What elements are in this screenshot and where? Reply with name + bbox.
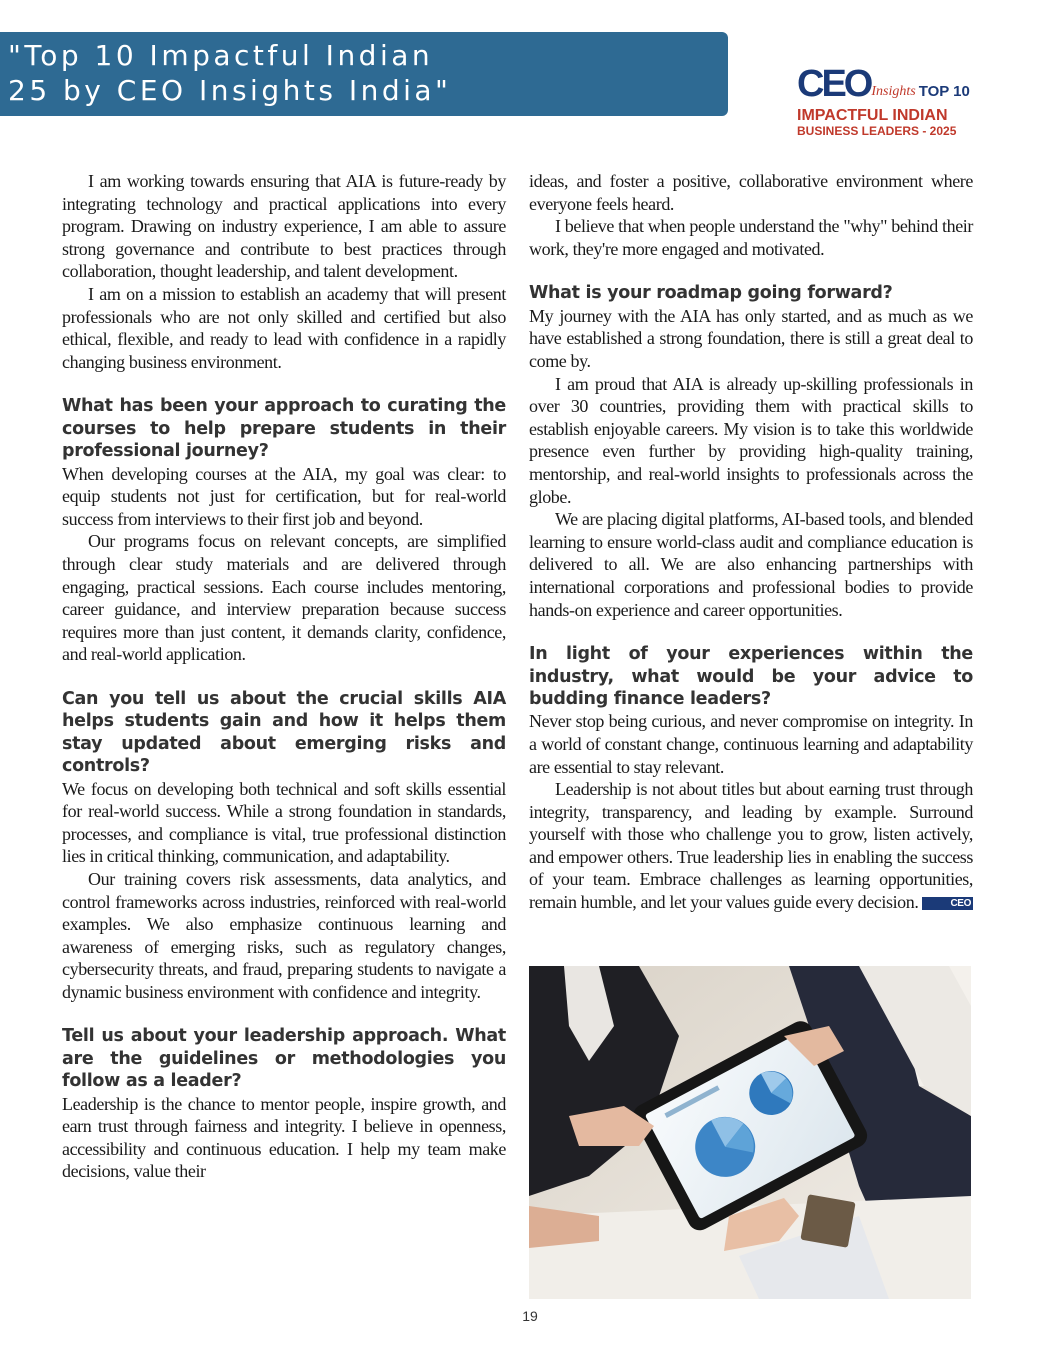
paragraph: I am proud that AIA is already up-skilling professionals in over 30 countries, providing them with practical skills to establish enjoyable careers. My vision is to take this worldwide presence even further by providing high-quality training, mentorship, and real-world insights to professionals across the globe. <box>529 373 973 507</box>
small-notebook <box>800 1194 855 1248</box>
paragraph: Never stop being curious, and never compromise on integrity. In a world of constant change, continuous learning and adaptability are essential to stay relevant. <box>529 711 973 777</box>
paragraph: I am working towards ensuring that AIA is future-ready by integrating technology and practical applications into every program. Drawing on industry experience, I am able to assure strong governance and contribute to best practices through collaboration, thought leadership, and talent development. <box>62 171 506 282</box>
tablet-meeting-photo <box>529 966 971 1299</box>
logo-impactful-indian: IMPACTFUL INDIAN <box>797 107 948 124</box>
paragraph: We focus on developing both technical and soft skills essential for real-world success. While a strong foundation in standards, processes, and compliance is vital, true professional distinction lies in critical thinking, communication, and adaptability. <box>62 778 506 867</box>
paragraph <box>529 778 973 914</box>
ceo-insights-logo <box>797 63 987 142</box>
paragraph: ideas, and foster a positive, collaborative environment where everyone feels heard. <box>529 171 973 214</box>
logo-top10-text: TOP 10 <box>918 83 970 100</box>
photo-illustration <box>529 966 971 1299</box>
end-mark-icon: CEO <box>922 897 972 910</box>
right-column <box>529 170 973 914</box>
banner-title-line-1: "Top 10 Impactful Indian <box>8 39 434 72</box>
question-heading: Tell us about your leadership approach. What are the guidelines or methodologies you follow as a leader? <box>62 1026 506 1092</box>
title-banner <box>0 32 728 116</box>
paragraph: My journey with the AIA has only started, and as much as we have established a strong foundation, there is still a great deal to come by. <box>529 305 973 371</box>
paragraph: I am on a mission to establish an academy that will present professionals who are not only skilled and certified but also ethical, flexible, and ready to lead with confidence in a rapidly changing business environment. <box>62 283 506 372</box>
logo-business-leaders: BUSINESS LEADERS - 2025 <box>797 124 957 138</box>
page-number: 19 <box>522 1308 538 1324</box>
logo-ceo-text: CEO <box>797 63 871 105</box>
paragraph: Leadership is the chance to mentor people, inspire growth, and earn trust through fairness and integrity. I believe in openness, accessibility and continuous education. I help my team make decisions, value their <box>62 1093 506 1182</box>
left-column <box>62 170 506 1183</box>
logo-insights-text: Insights <box>871 84 916 99</box>
paragraph-text: Leadership is not about titles but about earning trust through integrity, transparency, and leading by example. Surround yourself with those who challenge you to grow, listen actively, and empower others. True leadership lies in enabling the success of your team. Embrace challenges as learning opportunities, remain humble, and let your values guide every decision. <box>529 779 973 913</box>
banner-title-line-2: 25 by CEO Insights India" <box>8 74 452 107</box>
paragraph: When developing courses at the AIA, my goal was clear: to equip students not just for certification, but for real-world success from interviews to their first job and beyond. <box>62 463 506 529</box>
paragraph: Our programs focus on relevant concepts, are simplified through clear study materials and are delivered through engaging, practical sessions. Each course includes mentoring, career guidance, and interview preparation because success requires more than just content, it demands clarity, confidence, and real-world application. <box>62 531 506 665</box>
paragraph: I believe that when people understand the "why" behind their work, they're more engaged and motivated. <box>529 216 973 259</box>
question-heading: Can you tell us about the crucial skills AIA helps students gain and how it helps them stay updated about emerging risks and controls? <box>62 688 506 777</box>
question-heading: What is your roadmap going forward? <box>529 283 893 304</box>
paragraph: We are placing digital platforms, AI-based tools, and blended learning to ensure world-class audit and compliance education is delivered to all. We are also enhancing partnerships with international corporations and professional bodies to provide hands-on experience and career opportunities. <box>529 509 973 620</box>
question-heading: What has been your approach to curating the courses to help prepare students in their professional journey? <box>62 396 506 462</box>
paragraph: Our training covers risk assessments, data analytics, and control frameworks across industries, reinforced with real-world examples. We also emphasize continuous learning and awareness of emerging risks, such as regulatory changes, cybersecurity threats, and fraud, preparing students to navigate a dynamic business environment with confidence and integrity. <box>62 868 506 1002</box>
question-heading: In light of your experiences within the industry, what would be your advice to budding finance leaders? <box>529 644 973 709</box>
